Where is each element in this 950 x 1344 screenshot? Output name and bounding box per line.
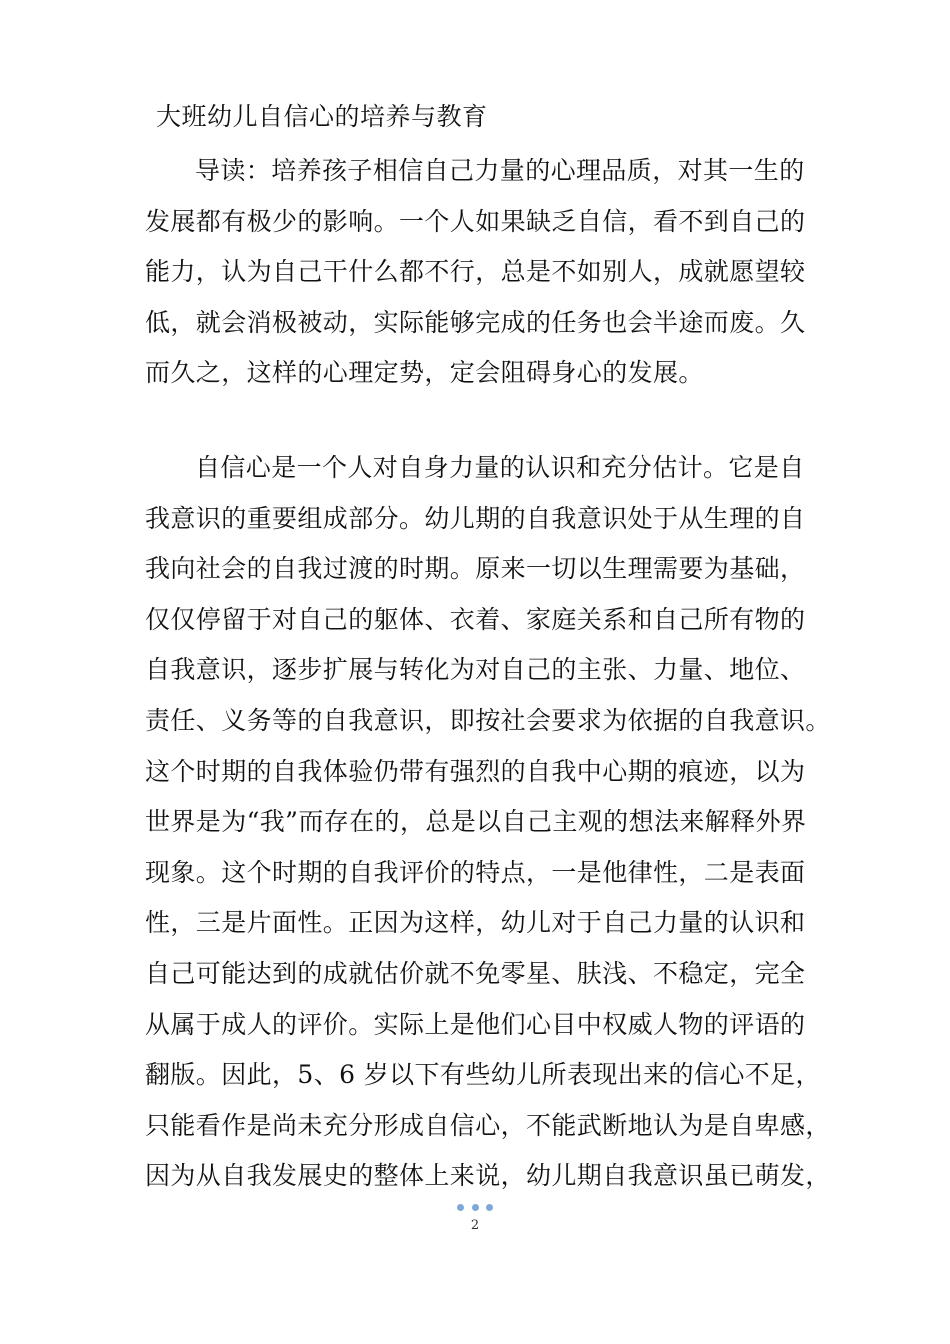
intro-paragraph	[145, 146, 815, 399]
dot-icon	[457, 1204, 464, 1211]
page-divider-dots-icon	[457, 1202, 493, 1212]
paragraph-line: 仅仅停留于对自己的躯体、衣着、家庭关系和自己所有物的	[145, 604, 806, 634]
paragraph-line: 我意识的重要组成部分。幼儿期的自我意识处于从生理的自	[145, 503, 806, 533]
paragraph-line: 自信心是一个人对自身力量的认识和充分估计。它是自	[195, 453, 805, 482]
paragraph-line: 自己可能达到的成就估价就不免零星、肤浅、不稳定，完全	[145, 958, 806, 988]
paragraph-line: 只能看作是尚未充分形成自信心，不能武断地认为是自卑感，	[145, 1110, 831, 1140]
body-paragraph	[145, 443, 831, 1202]
paragraph-line: 世界是为“我”而存在的，总是以自己主观的想法来解释外界	[145, 807, 807, 837]
paragraph-line: 性，三是片面性。正因为这样，幼儿对于自己力量的认识和	[145, 908, 806, 938]
paragraph-line: 翻版。因此，5、6 岁以下有些幼儿所表现出来的信心不足，	[145, 1060, 821, 1090]
document-title: 大班幼儿自信心的培养与教育	[156, 102, 488, 131]
dot-icon	[472, 1204, 479, 1211]
paragraph-line: 导读：培养孩子相信自己力量的心理品质，对其一生的	[195, 156, 805, 185]
paragraph-line: 责任、义务等的自我意识，即按社会要求为依据的自我意识。	[145, 705, 831, 735]
paragraph-line: 现象。这个时期的自我评价的特点，一是他律性，二是表面	[145, 857, 806, 887]
paragraph-line: 发展都有极少的影响。一个人如果缺乏自信，看不到自己的	[145, 206, 806, 236]
page-number: 2	[470, 1218, 480, 1233]
paragraph-line: 从属于成人的评价。实际上是他们心目中权威人物的评语的	[145, 1009, 806, 1039]
paragraph-line: 低，就会消极被动，实际能够完成的任务也会半途而废。久	[145, 307, 806, 337]
paragraph-line: 能力，认为自己干什么都不行，总是不如别人，成就愿望较	[145, 257, 806, 287]
dot-icon	[486, 1204, 493, 1211]
paragraph-line: 而久之，这样的心理定势，定会阻碍身心的发展。	[145, 358, 704, 388]
paragraph-line: 这个时期的自我体验仍带有强烈的自我中心期的痕迹，以为	[145, 756, 806, 786]
paragraph-line: 我向社会的自我过渡的时期。原来一切以生理需要为基础，	[145, 554, 806, 584]
paragraph-line: 因为从自我发展史的整体上来说，幼儿期自我意识虽已萌发，	[145, 1161, 831, 1191]
paragraph-line: 自我意识，逐步扩展与转化为对自己的主张、力量、地位、	[145, 655, 806, 685]
